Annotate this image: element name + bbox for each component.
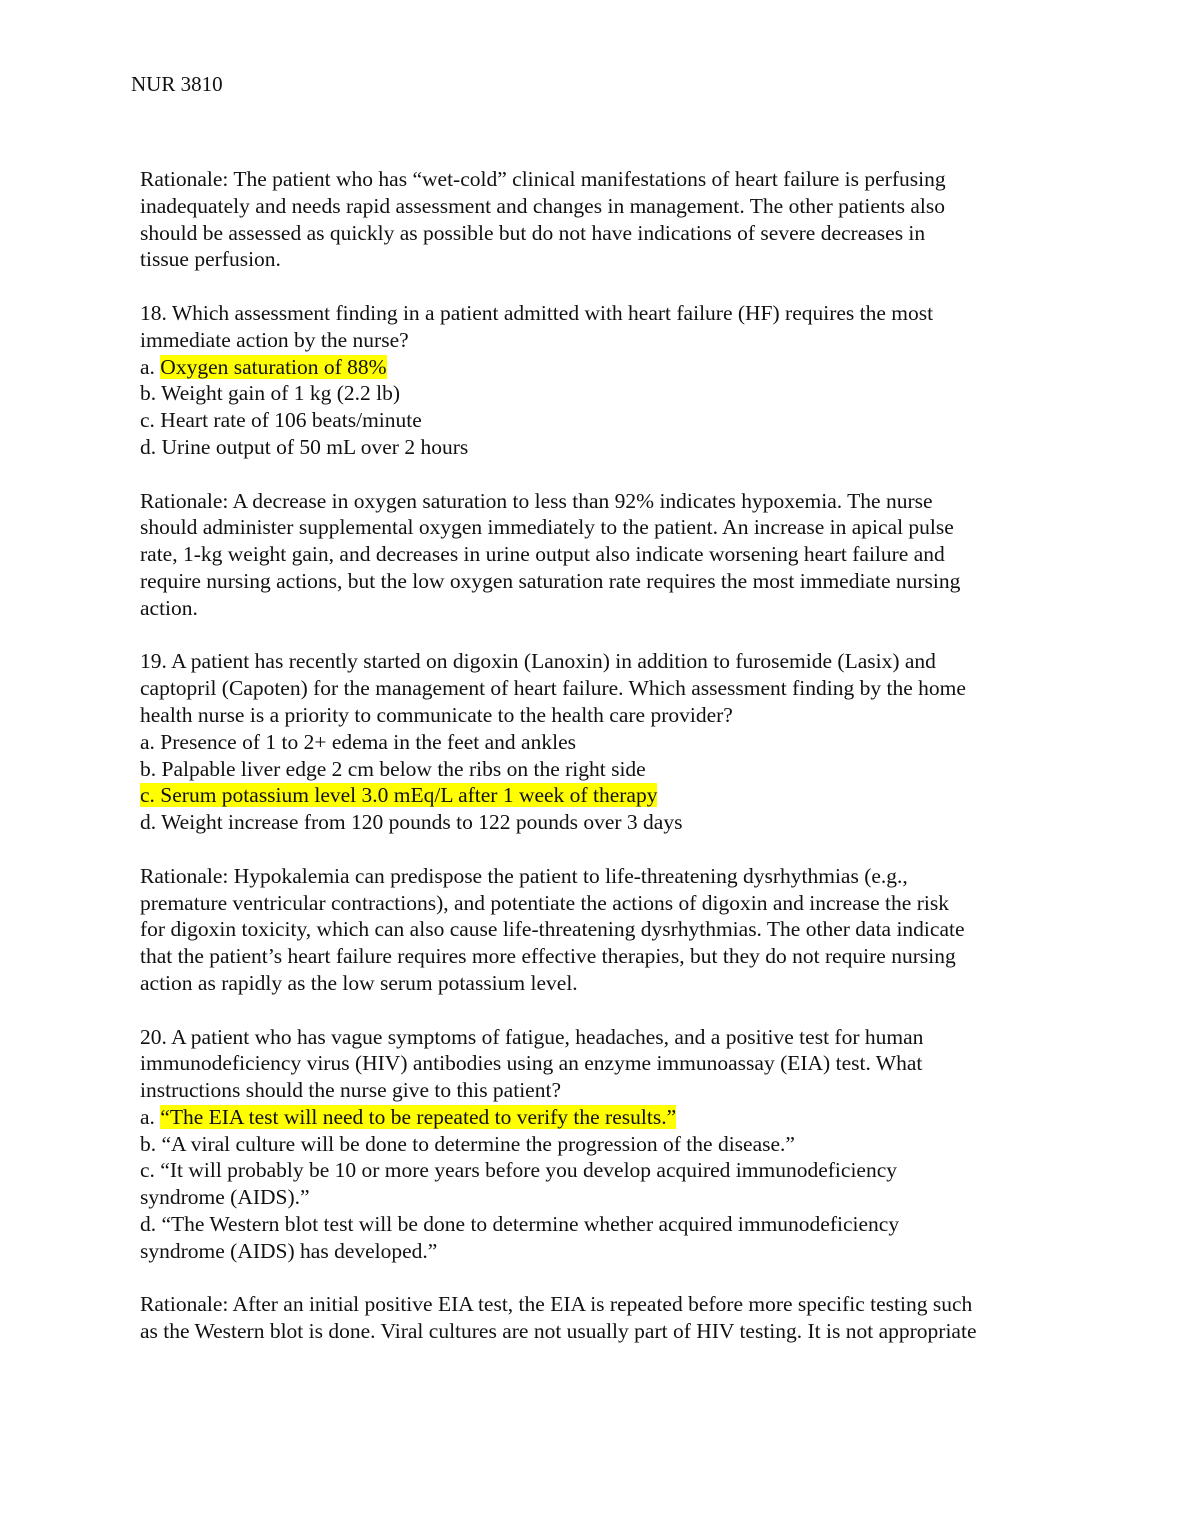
question-stem-line: instructions should the nurse give to this patient?: [140, 1078, 561, 1103]
text-line: for digoxin toxicity, which can also cause life-threatening dysrhythmias. The other data indicate: [140, 917, 965, 942]
question-stem-line: immediate action by the nurse?: [140, 327, 409, 352]
text-line: Rationale: After an initial positive EIA test, the EIA is repeated before more specific testing such: [140, 1292, 973, 1317]
option-prefix: a.: [140, 354, 161, 379]
text-line: Rationale: The patient who has “wet-cold” clinical manifestations of heart failure is perfusing: [140, 167, 946, 191]
rationale-19: [140, 863, 1070, 997]
highlighted-answer: “The EIA test will need to be repeated to verify the results.”: [160, 1104, 677, 1129]
question-stem-line: captopril (Capoten) for the management of heart failure. Which assessment finding by the home: [140, 676, 966, 701]
text-line: that the patient’s heart failure requires more effective therapies, but they do not require nursing: [140, 944, 956, 969]
answer-option: [140, 380, 1070, 407]
option-prefix: a.: [140, 1104, 161, 1129]
page-header: NUR 3810: [131, 72, 223, 96]
answer-option: b. Palpable liver edge 2 cm below the ribs on the right side: [140, 756, 646, 781]
text-line: should be assessed as quickly as possible but do not have indications of severe decreases in: [140, 220, 926, 245]
text-line: action.: [140, 595, 198, 620]
option-text: Weight gain of 1 kg (2.2 lb): [161, 381, 401, 406]
answer-option: d. “The Western blot test will be done to determine whether acquired immunodeficiency: [140, 1212, 900, 1237]
option-text: Heart rate of 106 beats/minute: [160, 408, 422, 433]
answer-option: a. Presence of 1 to 2+ edema in the feet and ankles: [140, 729, 576, 754]
answer-option-correct: [140, 1104, 1070, 1131]
answer-option-correct: [140, 782, 1070, 809]
text-line: as the Western blot is done. Viral cultures are not usually part of HIV testing. It is not appropriate: [140, 1319, 977, 1344]
answer-option: [140, 407, 1070, 434]
text-line: Rationale: Hypokalemia can predispose the patient to life-threatening dysrhythmias (e.g.,: [140, 863, 908, 888]
option-prefix: c.: [140, 408, 161, 433]
question-19: [140, 648, 1070, 836]
answer-option-continued: syndrome (AIDS) has developed.”: [140, 1238, 438, 1263]
text-line: require nursing actions, but the low oxygen saturation rate requires the most immediate nursing: [140, 568, 961, 593]
question-20: [140, 1024, 1070, 1265]
text-line: premature ventricular contractions), and potentiate the actions of digoxin and increase the risk: [140, 890, 949, 915]
option-prefix: d.: [140, 434, 162, 459]
text-line: inadequately and needs rapid assessment and changes in management. The other patients also: [140, 193, 946, 218]
option-text: Urine output of 50 mL over 2 hours: [161, 434, 469, 459]
question-18: [140, 300, 1070, 461]
question-stem-line: health nurse is a priority to communicate to the health care provider?: [140, 702, 733, 727]
question-stem-line: 20. A patient who has vague symptoms of fatigue, headaches, and a positive test for human: [140, 1024, 924, 1049]
answer-option: c. “It will probably be 10 or more years before you develop acquired immunodeficiency: [140, 1158, 898, 1183]
rationale-20: [140, 1291, 1070, 1345]
highlighted-answer: Oxygen saturation of 88%: [160, 354, 387, 379]
rationale-18: [140, 488, 1070, 622]
option-prefix: b.: [140, 381, 162, 406]
text-line: tissue perfusion.: [140, 247, 281, 272]
question-stem-line: 19. A patient has recently started on digoxin (Lanoxin) in addition to furosemide (Lasix) and: [140, 649, 936, 674]
answer-option: [140, 434, 1070, 461]
answer-option: d. Weight increase from 120 pounds to 122 pounds over 3 days: [140, 810, 683, 835]
text-line: rate, 1-kg weight gain, and decreases in urine output also indicate worsening heart failure and: [140, 542, 945, 567]
answer-option-correct: [140, 354, 1070, 381]
question-stem-line: immunodeficiency virus (HIV) antibodies using an enzyme immunoassay (EIA) test. What: [140, 1051, 923, 1076]
text-line: action as rapidly as the low serum potassium level.: [140, 970, 578, 995]
text-line: Rationale: A decrease in oxygen saturation to less than 92% indicates hypoxemia. The nurse: [140, 488, 933, 513]
rationale-17: [140, 166, 1070, 273]
answer-option-continued: syndrome (AIDS).”: [140, 1185, 310, 1210]
text-line: should administer supplemental oxygen immediately to the patient. An increase in apical pulse: [140, 515, 954, 540]
highlighted-answer: c. Serum potassium level 3.0 mEq/L after 1 week of therapy: [140, 783, 658, 808]
document-body: [140, 166, 1070, 1372]
question-stem-line: 18. Which assessment finding in a patient admitted with heart failure (HF) requires the most: [140, 300, 934, 325]
answer-option: b. “A viral culture will be done to determine the progression of the disease.”: [140, 1131, 795, 1156]
